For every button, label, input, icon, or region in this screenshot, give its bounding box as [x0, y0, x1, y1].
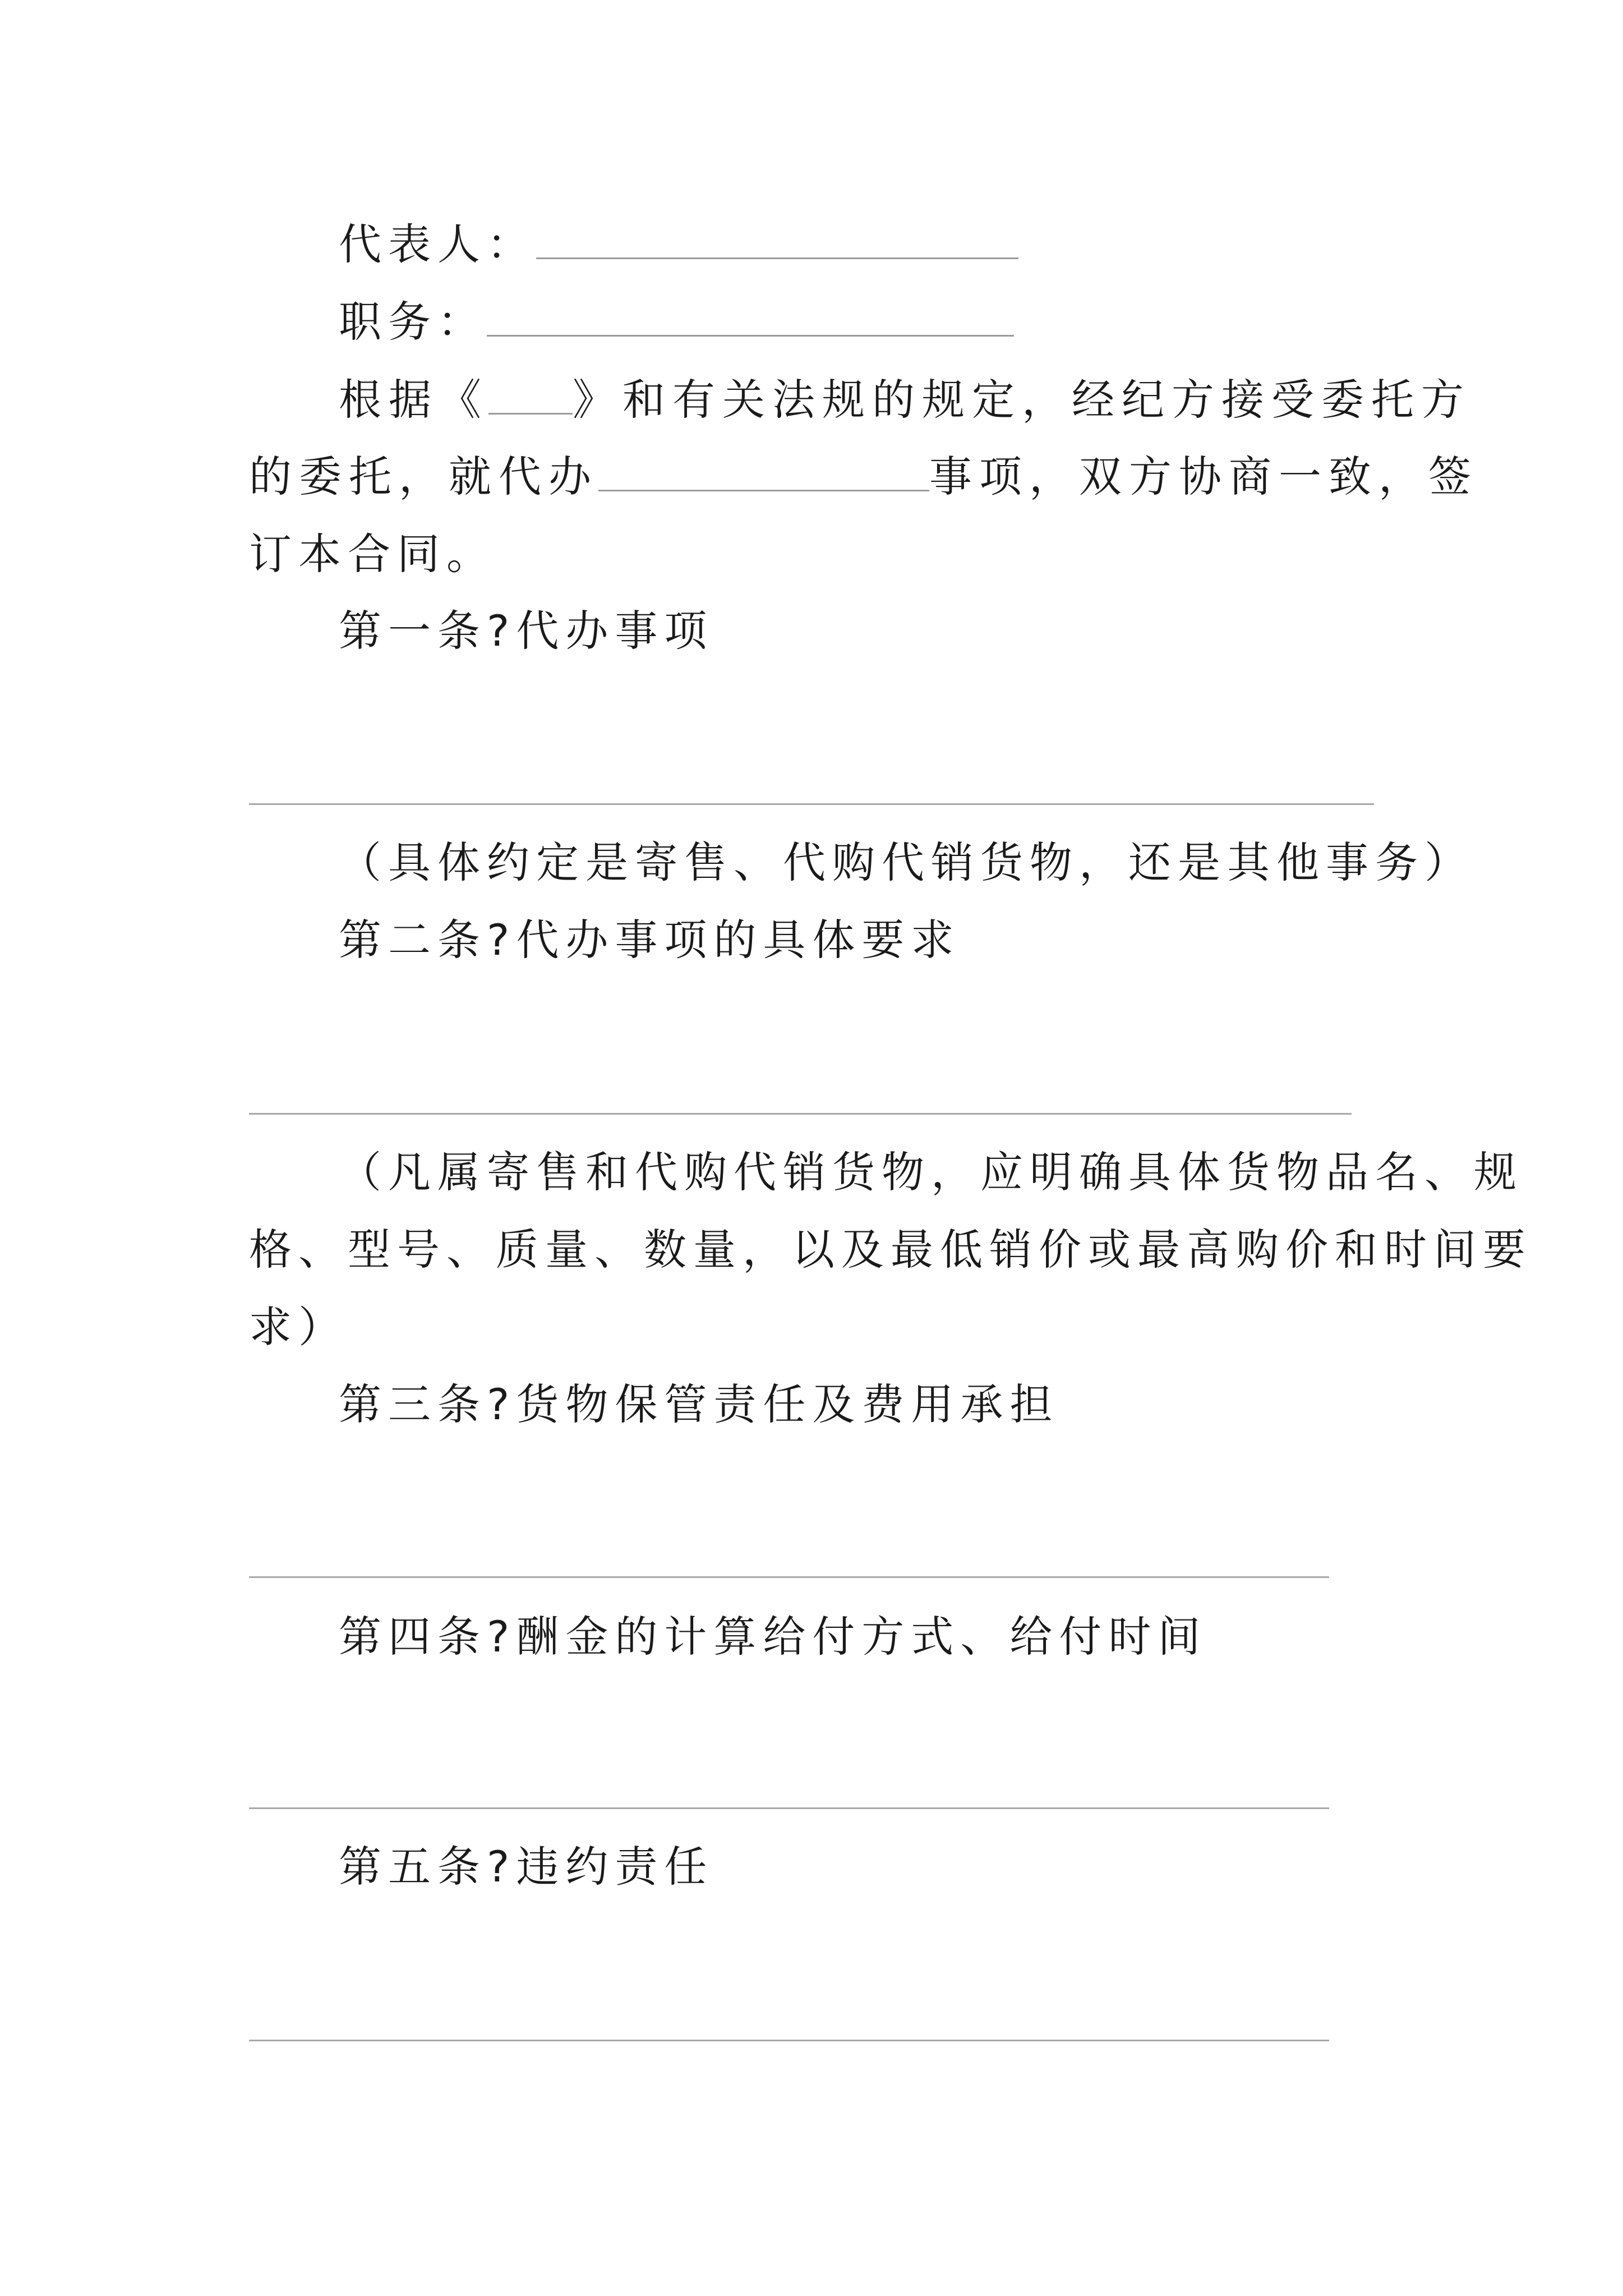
preamble-text-5: 订本合同。: [249, 529, 496, 579]
article-2-fill-line[interactable]: [249, 1113, 1352, 1115]
position-field: [339, 297, 1014, 347]
preamble-text-1: 根据《: [339, 375, 488, 425]
article-4-title: 第四条?酬金的计算给付方式、给付时间: [339, 1612, 1207, 1662]
article-2-note-line-1: （凡属寄售和代购代销货物，应明确具体货物品名、规: [339, 1147, 1523, 1197]
representative-blank[interactable]: [536, 224, 1018, 259]
article-1-fill-line[interactable]: [249, 803, 1374, 805]
matter-blank[interactable]: [598, 456, 929, 491]
preamble-text-3: 的委托，就代办: [249, 452, 598, 501]
article-2-title: 第二条?代办事项的具体要求: [339, 915, 961, 965]
representative-field: [339, 219, 1018, 269]
article-3-title: 第三条?货物保管责任及费用承担: [339, 1379, 1059, 1429]
law-name-blank[interactable]: [488, 379, 573, 415]
preamble-text-2: 》和有关法规的规定，经纪方接受委托方: [573, 375, 1471, 425]
article-2-note-line-2: 格、型号、质量、数量，以及最低销价或最高购价和时间要: [249, 1225, 1532, 1274]
preamble-line-1: [339, 375, 1471, 425]
preamble-text-4: 事项，双方协商一致，签: [929, 452, 1478, 501]
preamble-line-3: [249, 529, 496, 579]
article-5-fill-line[interactable]: [249, 2040, 1329, 2041]
position-blank[interactable]: [487, 301, 1014, 337]
representative-label: 代表人：: [339, 219, 536, 269]
article-2-note-line-3: 求）: [249, 1302, 348, 1352]
article-1-title: 第一条?代办事项: [339, 606, 714, 656]
preamble-line-2: [249, 452, 1478, 501]
article-1-note: （具体约定是寄售、代购代销货物，还是其他事务）: [339, 838, 1474, 887]
position-label: 职务：: [339, 297, 487, 347]
article-5-title: 第五条?违约责任: [339, 1842, 714, 1892]
article-3-fill-line[interactable]: [249, 1576, 1329, 1578]
article-4-fill-line[interactable]: [249, 1807, 1329, 1809]
